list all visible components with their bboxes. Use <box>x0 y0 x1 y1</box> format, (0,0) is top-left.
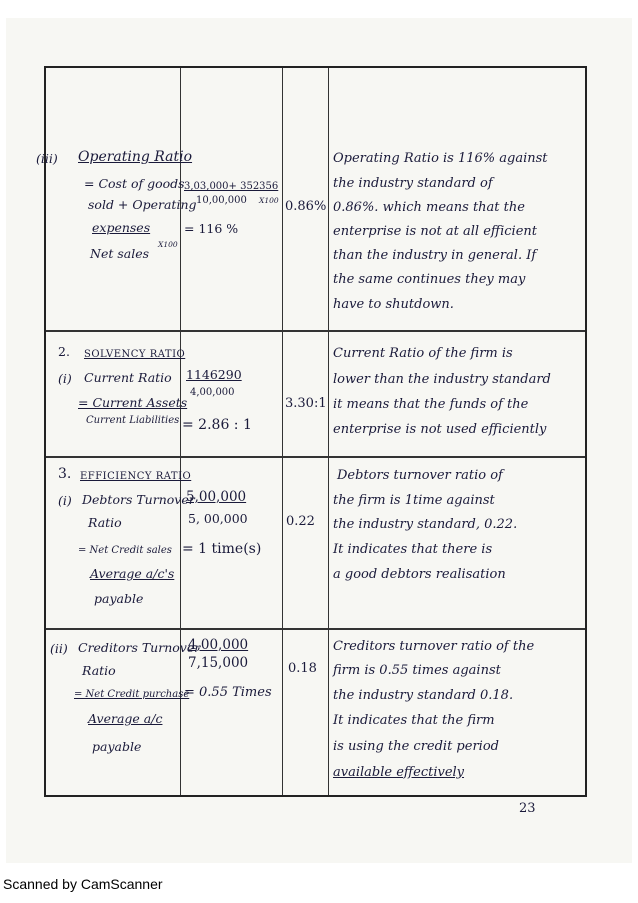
remark-line: Current Ratio of the firm is <box>333 346 513 361</box>
multiplier-label: X100 <box>158 240 178 249</box>
row-divider-1 <box>46 330 585 332</box>
remark-line: it means that the funds of the <box>333 397 529 412</box>
section-number: 3. <box>58 466 72 482</box>
formula-line: payable <box>92 739 142 754</box>
remark-line: It indicates that there is <box>333 542 493 557</box>
formula-line: payable <box>94 591 144 606</box>
remark-line: have to shutdown. <box>333 297 454 312</box>
formula-line: expenses <box>92 220 151 235</box>
scanner-watermark: Scanned by CamScanner <box>3 876 163 892</box>
section-heading: SOLVENCY RATIO <box>84 349 186 360</box>
remark-line: enterprise is not at all efficient <box>333 224 538 239</box>
calc-denominator: 7,15,000 <box>188 655 249 671</box>
ratio-title: Current Ratio <box>84 370 172 385</box>
remark-line: the industry standard of <box>333 176 493 191</box>
remark-line: the firm is 1time against <box>333 493 495 508</box>
column-divider-3 <box>328 68 329 795</box>
calc-numerator: 1146290 <box>186 367 242 382</box>
section-heading: EFFICIENCY RATIO <box>80 471 192 482</box>
page-number: 23 <box>519 801 536 816</box>
remark-line: 0.86%. which means that the <box>333 200 525 215</box>
formula-line: Average a/c <box>88 711 163 726</box>
ratio-title: Debtors Turnover <box>82 492 195 507</box>
formula-line: Average a/c's <box>90 566 175 581</box>
remark-line: lower than the industry standard <box>333 372 551 387</box>
calc-result: = 1 time(s) <box>182 541 262 557</box>
calc-numerator: 5,00,000 <box>186 489 247 505</box>
remark-line: It indicates that the firm <box>333 713 495 728</box>
calc-result: = 116 % <box>184 221 239 236</box>
remark-line: Creditors turnover ratio of the <box>333 639 535 654</box>
remark-line: Operating Ratio is 116% against <box>333 151 548 166</box>
row-divider-2 <box>46 456 585 458</box>
industry-standard: 3.30:1 <box>285 396 327 411</box>
remark-line: is using the credit period <box>333 739 499 754</box>
roman-numeral: (iii) <box>36 151 58 166</box>
calc-denominator: 4,00,000 <box>190 387 235 398</box>
remark-line: Debtors turnover ratio of <box>337 468 503 483</box>
formula-denominator: Current Liabilities <box>86 415 180 426</box>
section-number: 2. <box>58 344 70 359</box>
remark-line: firm is 0.55 times against <box>333 663 501 678</box>
calc-result: = 0.55 Times <box>184 685 272 700</box>
remark-line: the same continues they may <box>333 272 526 287</box>
calc-multiplier: X100 <box>259 196 279 205</box>
industry-standard: 0.22 <box>286 514 315 529</box>
formula-line: sold + Operating <box>88 197 197 212</box>
ratio-title: Operating Ratio <box>78 149 193 165</box>
remark-line: the industry standard 0.18. <box>333 688 514 703</box>
remark-line: the industry standard, 0.22. <box>333 517 518 532</box>
remark-line: than the industry in general. If <box>333 248 537 263</box>
ratio-title: Ratio <box>88 515 122 530</box>
formula-line: = Cost of goods <box>84 176 185 191</box>
formula-line: Net sales <box>90 246 150 261</box>
remark-line: available effectively <box>333 765 465 780</box>
industry-standard: 0.86% <box>285 199 327 214</box>
industry-standard: 0.18 <box>288 661 317 676</box>
calc-denominator: 5, 00,000 <box>188 511 248 526</box>
remark-line: a good debtors realisation <box>333 567 506 582</box>
ratio-title: Ratio <box>82 663 116 678</box>
roman-numeral: (i) <box>58 371 72 386</box>
formula-numerator: = Current Assets <box>78 395 188 410</box>
row-divider-3 <box>46 628 585 630</box>
roman-numeral: (ii) <box>50 641 68 656</box>
calc-result: = 2.86 : 1 <box>182 417 252 433</box>
calc-denominator: 10,00,000 <box>196 195 247 206</box>
ratio-title: Creditors Turnover <box>78 640 201 655</box>
formula-line: = Net Credit sales <box>78 545 172 556</box>
calc-numerator: 4,00,000 <box>188 637 249 653</box>
column-divider-2 <box>282 68 283 795</box>
roman-numeral: (i) <box>58 493 72 508</box>
formula-line: = Net Credit purchase <box>74 689 190 700</box>
calc-numerator: 3,03,000+ 352356 <box>184 181 279 192</box>
remark-line: enterprise is not used efficiently <box>333 422 547 437</box>
